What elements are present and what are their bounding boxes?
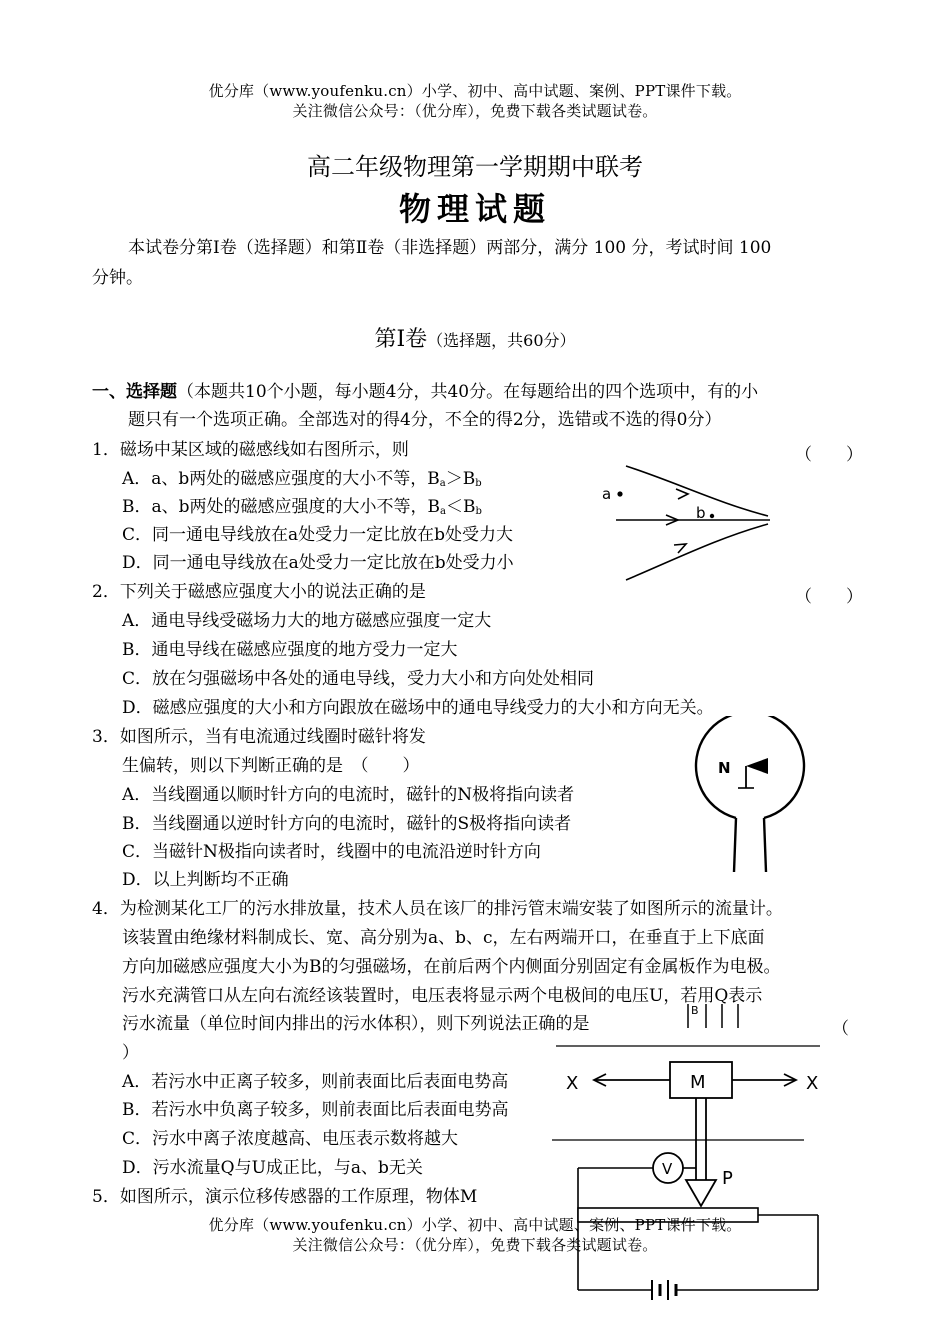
- q4-line-5: 污水流量（单位时间内排出的污水体积），则下列说法正确的是: [122, 1014, 590, 1034]
- slider-pointer-icon: [686, 1180, 716, 1206]
- q3-stem-1: 3．如图所示，当有电流通过线圈时磁针将发: [92, 727, 426, 747]
- label-v: V: [662, 1160, 673, 1178]
- q1-field-lines-figure: [598, 458, 778, 588]
- part1-line-1: [92, 382, 758, 402]
- q4-line-3: 方向加磁感应强度大小为B的匀强磁场，在前后两个内侧面分别固定有金属板作为电极。: [122, 957, 781, 977]
- label-x-right: X: [806, 1073, 819, 1094]
- label-p: P: [722, 1168, 733, 1189]
- field-line-bottom: [626, 524, 768, 580]
- label-b: b: [696, 504, 706, 522]
- footer-line-1: 优分库（www.youfenku.cn）小学、初中、高中试题、案例、PPT课件下载。: [208, 1216, 742, 1234]
- intro-line-2: 分钟。: [92, 268, 143, 288]
- intro-line-1: 本试卷分第Ⅰ卷（选择题）和第Ⅱ卷（非选择题）两部分，满分 100 分，考试时间 100: [128, 238, 772, 258]
- header-line-2: 关注微信公众号：（优分库），免费下载各类试题试卷。: [292, 102, 658, 120]
- q4-line-4: 污水充满管口从左向右流经该装置时，电压表将显示两个电极间的电压U，若用Q表示: [122, 986, 763, 1006]
- part1-label: 一、选择题: [92, 382, 177, 402]
- q5-sensor-figure: [548, 1000, 838, 1342]
- q4-option-d: D．污水流量Q与U成正比，与a、b无关: [122, 1158, 423, 1178]
- section-title: 第Ⅰ卷: [374, 327, 428, 352]
- q2-option-b: B．通电导线在磁感应强度的地方受力一定大: [122, 640, 458, 660]
- q3-option-a: A．当线圈通以顺时针方向的电流时，磁针的N极将指向读者: [122, 785, 575, 805]
- point-a-dot: [617, 491, 622, 496]
- footer-line-2: 关注微信公众号：（优分库），免费下载各类试题试卷。: [292, 1236, 658, 1254]
- exam-subtitle: 高二年级物理第一学期期中联考: [307, 153, 643, 181]
- q1-option-d: D．同一通电导线放在a处受力一定比放在b处受力小: [122, 553, 514, 573]
- q2-answer-bracket: （ ）: [795, 587, 863, 607]
- compass-needle-icon: [746, 758, 768, 774]
- q3-option-b: B．当线圈通以逆时针方向的电流时，磁针的S极将指向读者: [122, 814, 572, 834]
- part1-desc-1: （本题共10个小题，每小题4分，共40分。在每题给出的四个选项中，有的小: [177, 382, 759, 402]
- q2-option-a: A．通电导线受磁场力大的地方磁感应强度一定大: [122, 611, 492, 631]
- exam-title: 物理试题: [398, 190, 551, 228]
- q3-option-c: C．当磁针N极指向读者时，线圈中的电流沿逆时针方向: [122, 842, 541, 862]
- q2-option-c: C．放在匀强磁场中各处的通电导线，受力大小和方向处处相同: [122, 669, 595, 689]
- q2-stem: 2．下列关于磁感应强度大小的说法正确的是: [92, 582, 426, 602]
- arrow-bottom-icon: [674, 544, 686, 553]
- label-x-left: X: [566, 1073, 579, 1094]
- section-heading: [0, 322, 950, 353]
- label-a: a: [602, 485, 612, 503]
- q4-line-1: 4．为检测某化工厂的污水排放量，技术人员在该厂的排污管末端安装了如图所示的流量计。: [92, 899, 783, 919]
- q4-option-b: B．若污水中负离子较多，则前表面比后表面电势高: [122, 1100, 509, 1120]
- section-note: （选择题，共60分）: [427, 331, 576, 350]
- coil-lead-left: [734, 818, 736, 872]
- header-line-1: 优分库（www.youfenku.cn）小学、初中、高中试题、案例、PPT课件下载。: [208, 82, 742, 100]
- q4-bracket-close: ）: [122, 1043, 139, 1063]
- q3-coil-figure: [688, 716, 808, 876]
- q1-option-b: B．a、b两处的磁感应强度的大小不等，$B_a<B_b$: [122, 497, 482, 517]
- q5-stem: 5．如图所示，演示位移传感器的工作原理，物体M: [92, 1187, 478, 1207]
- q1-answer-bracket: （ ）: [795, 445, 863, 465]
- coil-lead-right: [764, 818, 766, 872]
- part1-desc-2: 题只有一个选项正确。全部选对的得4分，不全的得2分，选错或不选的得0分）: [128, 410, 722, 430]
- q4-line-2: 该装置由绝缘材料制成长、宽、高分别为a、b、c，左右两端开口，在垂直于上下底面: [122, 928, 765, 948]
- q1-stem: 1．磁场中某区域的磁感线如右图所示，则: [92, 440, 409, 460]
- label-b: B: [691, 1004, 699, 1017]
- q2-option-d: D．磁感应强度的大小和方向跟放在磁场中的通电导线受力的大小和方向无关。: [122, 698, 714, 718]
- arrow-top-icon: [676, 489, 688, 499]
- q4-option-c: C．污水中离子浓度越高、电压表示数将越大: [122, 1129, 459, 1149]
- q4-bracket-open: （: [832, 1019, 849, 1039]
- label-m: M: [690, 1072, 706, 1093]
- q1-option-c: C．同一通电导线放在a处受力一定比放在b处受力大: [122, 525, 514, 545]
- q3-stem-2: 生偏转，则以下判断正确的是 （ ）: [122, 756, 420, 776]
- q4-option-a: A．若污水中正离子较多，则前表面比后表面电势高: [122, 1072, 509, 1092]
- point-b-dot: [710, 514, 714, 518]
- label-n: N: [718, 759, 731, 777]
- q1-option-a: A．a、b两处的磁感应强度的大小不等，$B_a>B_b$: [122, 469, 482, 489]
- q3-option-d: D．以上判断均不正确: [122, 870, 289, 890]
